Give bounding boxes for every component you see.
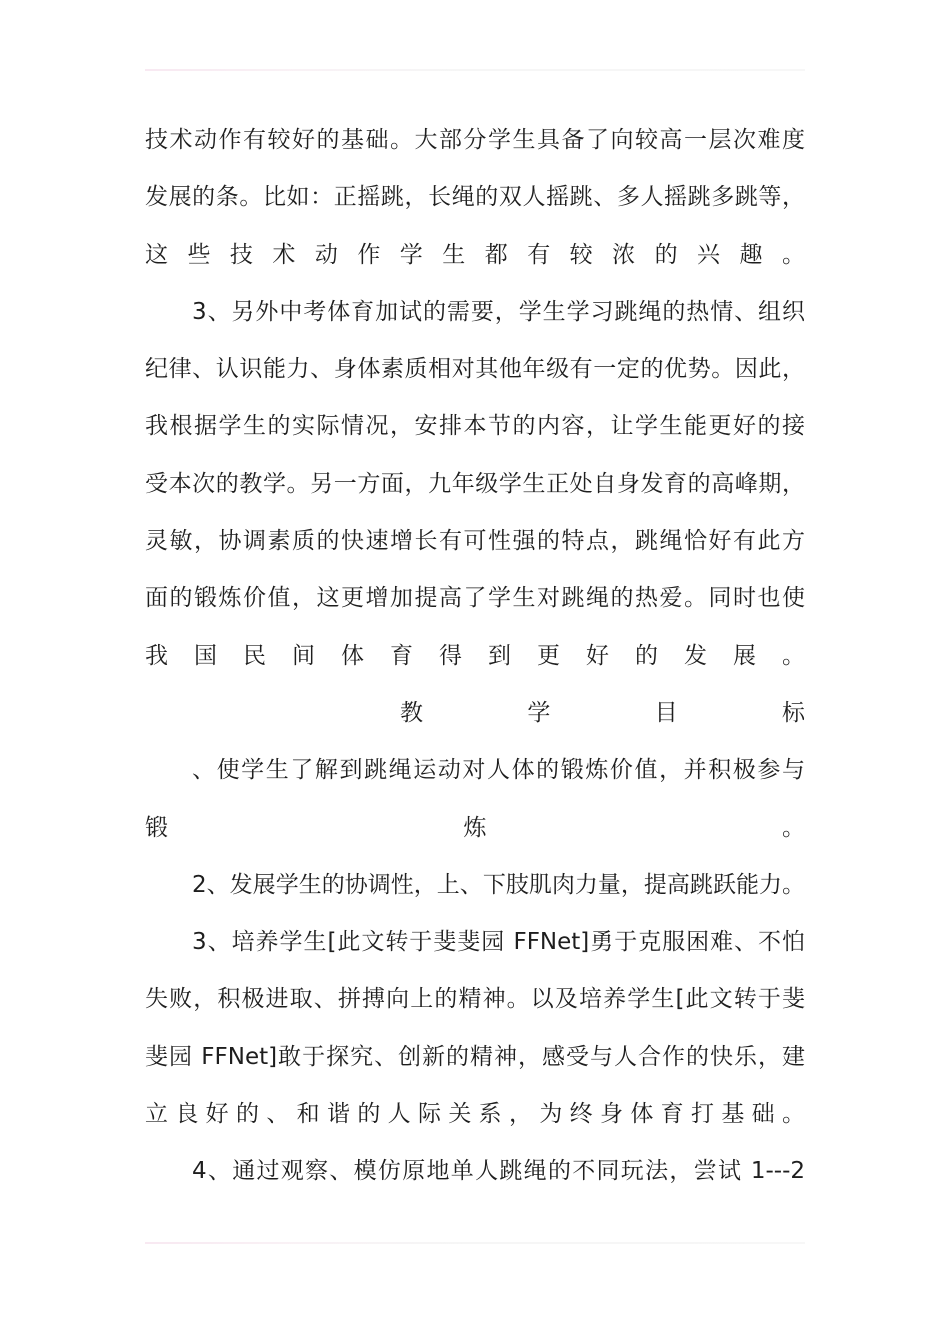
paragraph-start: 3、培养学生[此文转于斐斐园 FFNet]勇于克服困难、不怕 [192, 929, 805, 956]
text-line: 发展的条。比如：正摇跳，长绳的双人摇跳、多人摇跳多跳等， [145, 184, 805, 211]
text-line: 面的锻炼价值，这更增加提高了学生对跳绳的热爱。同时也使 [145, 585, 805, 612]
section-heading: 教 学 目 标 [400, 699, 805, 726]
text-line: 失败，积极进取、拼搏向上的精神。以及培养学生[此文转于斐 [145, 986, 805, 1013]
text-line: 灵敏，协调素质的快速增长有可性强的特点，跳绳恰好有此方 [145, 528, 805, 555]
text-line: 受本次的教学。另一方面，九年级学生正处自身发育的高峰期， [145, 470, 805, 497]
header-divider [145, 69, 805, 71]
text-line: 纪律、认识能力、身体素质相对其他年级有一定的优势。因此， [145, 356, 805, 383]
text-fragment: 炼 [463, 814, 487, 841]
text-line: 这 些 技 术 动 作 学 生 都 有 较 浓 的 兴 趣 。 [145, 241, 805, 268]
text-line: 我根据学生的实际情况，安排本节的内容，让学生能更好的接 [145, 413, 805, 440]
paragraph-start: 2、发展学生的协调性，上、下肢肌肉力量，提高跳跃能力。 [192, 871, 805, 898]
footer-divider [145, 1242, 805, 1244]
text-fragment: 。 [782, 814, 805, 841]
text-line: 立 良 好 的 、 和 谐 的 人 际 关 系 ， 为 终 身 体 育 打 基 础 。 [145, 1101, 805, 1128]
text-line: 斐园 FFNet]敢于探究、创新的精神，感受与人合作的快乐，建 [145, 1043, 805, 1070]
text-line [145, 800, 805, 857]
paragraph-start: 、使学生了解到跳绳运动对人体的锻炼价值，并积极参与 [192, 757, 805, 784]
text-fragment: 锻 [145, 814, 168, 841]
text-line: 技术动作有较好的基础。大部分学生具备了向较高一层次难度 [145, 127, 805, 153]
paragraph-start: 3、另外中考体育加试的需要，学生学习跳绳的热情、组织 [192, 298, 805, 325]
paragraph-start: 4、通过观察、模仿原地单人跳绳的不同玩法，尝试 1---2 [192, 1158, 805, 1185]
text-line: 我 国 民 间 体 育 得 到 更 好 的 发 展 。 [145, 642, 805, 669]
document-body [145, 112, 805, 1201]
